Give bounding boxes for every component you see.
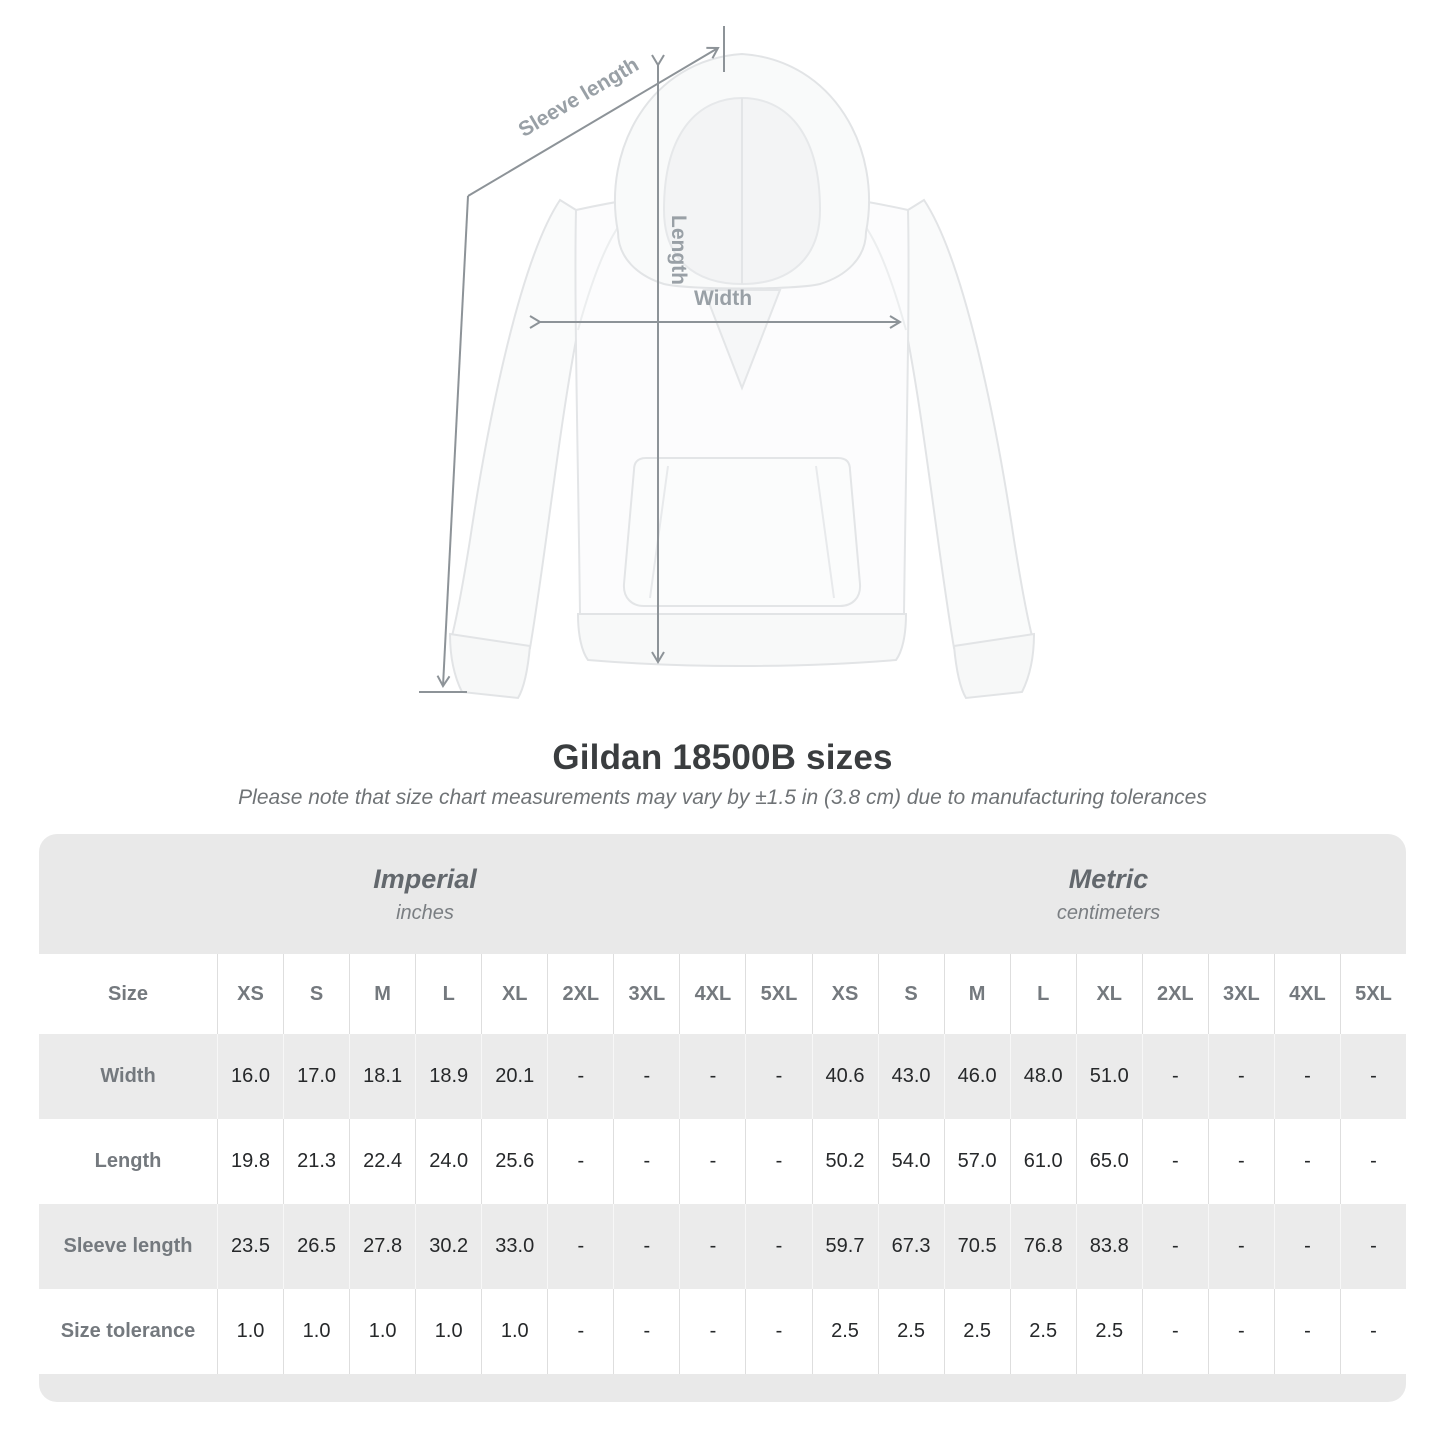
value-cell-imperial: -: [547, 1119, 613, 1204]
size-header-cell: 2XL: [1142, 954, 1208, 1034]
value-cell-metric: -: [1340, 1119, 1406, 1204]
value-cell-metric: -: [1142, 1289, 1208, 1374]
table-row: [39, 1034, 1406, 1119]
value-cell-metric: -: [1142, 1119, 1208, 1204]
value-cell-metric: 67.3: [878, 1204, 944, 1289]
value-cell-imperial: -: [745, 1204, 811, 1289]
value-cell-imperial: 1.0: [283, 1289, 349, 1374]
value-cell-metric: -: [1340, 1204, 1406, 1289]
metric-header: [811, 834, 1406, 954]
value-cell-imperial: 26.5: [283, 1204, 349, 1289]
size-header-cell: L: [415, 954, 481, 1034]
value-cell-imperial: 33.0: [481, 1204, 547, 1289]
value-cell-metric: 2.5: [878, 1289, 944, 1374]
value-cell-imperial: -: [745, 1034, 811, 1119]
value-cell-imperial: 24.0: [415, 1119, 481, 1204]
size-header-cell: 4XL: [679, 954, 745, 1034]
value-cell-metric: -: [1208, 1289, 1274, 1374]
value-cell-metric: 43.0: [878, 1034, 944, 1119]
value-cell-metric: 2.5: [1076, 1289, 1142, 1374]
size-header-cell: 3XL: [613, 954, 679, 1034]
page-title: Gildan 18500B sizes: [552, 738, 893, 777]
size-header-cell: 5XL: [745, 954, 811, 1034]
size-header-cell: M: [349, 954, 415, 1034]
row-label: Sleeve length: [63, 1235, 193, 1257]
value-cell-imperial: -: [547, 1204, 613, 1289]
value-cell-metric: 61.0: [1010, 1119, 1076, 1204]
value-cell-metric: -: [1208, 1119, 1274, 1204]
value-cell-metric: -: [1274, 1289, 1340, 1374]
size-header-cell: 3XL: [1208, 954, 1274, 1034]
metric-title: Metric: [1068, 863, 1149, 894]
size-header-cell: S: [283, 954, 349, 1034]
value-cell-metric: -: [1208, 1204, 1274, 1289]
left-cuff: [450, 634, 530, 698]
value-cell-metric: 40.6: [812, 1034, 878, 1119]
value-cell-imperial: 25.6: [481, 1119, 547, 1204]
value-cell-metric: 76.8: [1010, 1204, 1076, 1289]
value-cell-metric: -: [1340, 1034, 1406, 1119]
value-cell-metric: -: [1340, 1289, 1406, 1374]
value-cell-imperial: 1.0: [217, 1289, 283, 1374]
value-cell-metric: 2.5: [1010, 1289, 1076, 1374]
value-cell-metric: 70.5: [944, 1204, 1010, 1289]
size-header-cell: L: [1010, 954, 1076, 1034]
length-label: Length: [667, 215, 690, 285]
width-label: Width: [693, 287, 753, 310]
size-header-cell: 5XL: [1340, 954, 1406, 1034]
value-cell-imperial: -: [547, 1289, 613, 1374]
value-cell-imperial: 20.1: [481, 1034, 547, 1119]
table-row: [39, 1119, 1406, 1204]
value-cell-metric: 51.0: [1076, 1034, 1142, 1119]
value-cell-metric: 48.0: [1010, 1034, 1076, 1119]
hem-band: [578, 614, 906, 666]
value-cell-imperial: -: [613, 1034, 679, 1119]
value-cell-imperial: 17.0: [283, 1034, 349, 1119]
sleeve-length-label: Sleeve length: [514, 53, 643, 142]
value-cell-metric: -: [1274, 1034, 1340, 1119]
table-footer-band: [39, 1374, 1406, 1402]
value-cell-imperial: -: [679, 1289, 745, 1374]
size-chart-table: [39, 834, 1406, 1402]
size-header-cell: XS: [217, 954, 283, 1034]
size-header-cell: XL: [1076, 954, 1142, 1034]
value-cell-metric: -: [1274, 1119, 1340, 1204]
value-cell-imperial: -: [745, 1119, 811, 1204]
value-cell-metric: -: [1142, 1034, 1208, 1119]
value-cell-metric: 57.0: [944, 1119, 1010, 1204]
value-cell-imperial: -: [679, 1119, 745, 1204]
value-cell-imperial: 21.3: [283, 1119, 349, 1204]
value-cell-imperial: -: [679, 1034, 745, 1119]
value-cell-imperial: -: [613, 1204, 679, 1289]
value-cell-imperial: 18.1: [349, 1034, 415, 1119]
imperial-unit: inches: [396, 901, 454, 924]
value-cell-imperial: 1.0: [481, 1289, 547, 1374]
size-header-cell: 4XL: [1274, 954, 1340, 1034]
right-cuff: [954, 634, 1034, 698]
table-row: [39, 1204, 1406, 1289]
value-cell-imperial: 27.8: [349, 1204, 415, 1289]
imperial-title: Imperial: [373, 863, 477, 894]
value-cell-imperial: -: [613, 1119, 679, 1204]
value-cell-metric: -: [1274, 1204, 1340, 1289]
value-cell-imperial: -: [745, 1289, 811, 1374]
row-label: Size tolerance: [60, 1320, 196, 1342]
value-cell-metric: 50.2: [812, 1119, 878, 1204]
value-cell-imperial: -: [613, 1289, 679, 1374]
table-row: [39, 1289, 1406, 1374]
value-cell-imperial: -: [679, 1204, 745, 1289]
size-header-cell: S: [878, 954, 944, 1034]
value-cell-metric: -: [1142, 1204, 1208, 1289]
table-body: [39, 1034, 1406, 1374]
value-cell-metric: 59.7: [812, 1204, 878, 1289]
value-cell-imperial: 18.9: [415, 1034, 481, 1119]
value-cell-metric: 83.8: [1076, 1204, 1142, 1289]
value-cell-metric: 65.0: [1076, 1119, 1142, 1204]
value-cell-imperial: 16.0: [217, 1034, 283, 1119]
value-cell-metric: 46.0: [944, 1034, 1010, 1119]
unit-header-band: [39, 834, 1406, 954]
value-cell-metric: 54.0: [878, 1119, 944, 1204]
size-header-cell: XS: [812, 954, 878, 1034]
metric-unit: centimeters: [1056, 901, 1161, 924]
value-cell-imperial: 22.4: [349, 1119, 415, 1204]
value-cell-imperial: 1.0: [415, 1289, 481, 1374]
tolerance-note: Please note that size chart measurements may vary by ±1.5 in (3.8 cm) due to manufacturing tolerances: [238, 786, 1207, 809]
value-cell-metric: -: [1208, 1034, 1274, 1119]
value-cell-metric: 2.5: [812, 1289, 878, 1374]
value-cell-imperial: 19.8: [217, 1119, 283, 1204]
row-label: Width: [100, 1065, 156, 1087]
value-cell-imperial: -: [547, 1034, 613, 1119]
size-header-cell: XL: [481, 954, 547, 1034]
value-cell-imperial: 30.2: [415, 1204, 481, 1289]
value-cell-imperial: 1.0: [349, 1289, 415, 1374]
value-cell-imperial: 23.5: [217, 1204, 283, 1289]
size-header-cell: M: [944, 954, 1010, 1034]
size-column-label: Size: [107, 982, 149, 1005]
value-cell-metric: 2.5: [944, 1289, 1010, 1374]
imperial-header: [39, 834, 811, 954]
size-header-row: [39, 954, 1406, 1034]
size-header-cell: 2XL: [547, 954, 613, 1034]
row-label: Length: [94, 1150, 162, 1172]
